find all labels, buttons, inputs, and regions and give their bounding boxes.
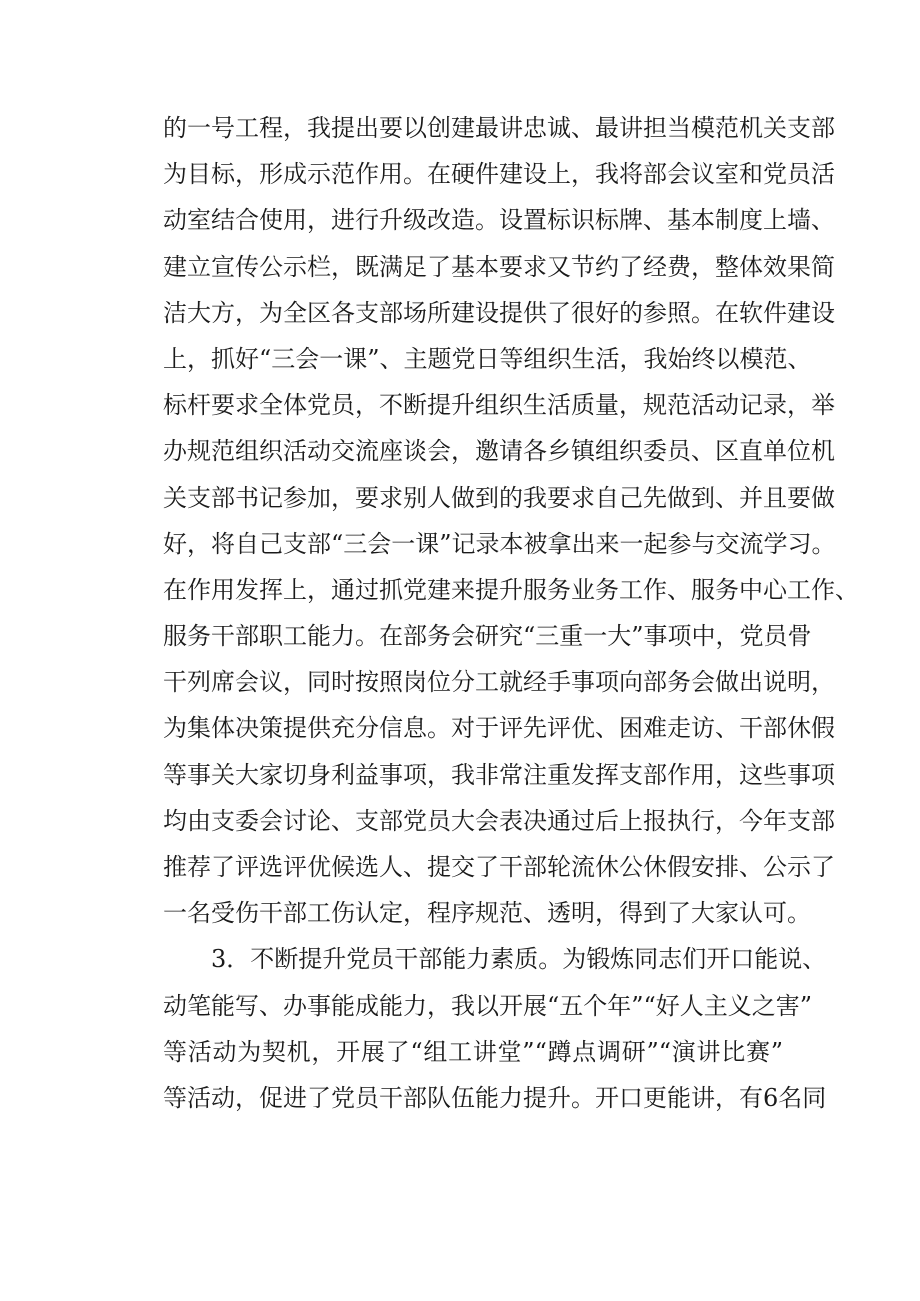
text-line: 为目标，形成示范作用。在硬件建设上，我将部会议室和党员活 bbox=[163, 160, 835, 189]
text-line: 等活动，促进了党员干部队伍能力提升。开口更能讲，有6名同 bbox=[163, 1083, 827, 1112]
body-text bbox=[163, 105, 859, 1121]
text-line: 等事关大家切身利益事项，我非常注重发挥支部作用，这些事项 bbox=[163, 760, 835, 789]
text-line: 一名受伤干部工伤认定，程序规范、透明，得到了大家认可。 bbox=[163, 899, 811, 928]
text-line: 洁大方，为全区各支部场所建设提供了很好的参照。在软件建设 bbox=[163, 298, 835, 327]
text-line: 标杆要求全体党员，不断提升组织生活质量，规范活动记录，举 bbox=[163, 391, 835, 420]
text-line: 好，将自己支部“三会一课”记录本被拿出来一起参与交流学习。 bbox=[163, 529, 836, 558]
text-line: 的一号工程，我提出要以创建最讲忠诚、最讲担当模范机关支部 bbox=[163, 114, 835, 142]
paragraph bbox=[163, 105, 859, 936]
text-line: 办规范组织活动交流座谈会，邀请各乡镇组织委员、区直单位机 bbox=[163, 437, 835, 466]
text-line: 等活动为契机，开展了“组工讲堂”“蹲点调研”“演讲比赛” bbox=[163, 1037, 783, 1066]
text-line: 在作用发挥上，通过抓党建来提升服务业务工作、服务中心工作、 bbox=[163, 575, 859, 604]
text-line: 动笔能写、办事能成能力，我以开展“五个年”“好人主义之害” bbox=[163, 991, 813, 1020]
text-line: 3．不断提升党员干部能力素质。为锻炼同志们开口能说、 bbox=[211, 945, 827, 974]
text-line: 关支部书记参加，要求别人做到的我要求自己先做到、并且要做 bbox=[163, 483, 835, 512]
text-line: 服务干部职工能力。在部务会研究“三重一大”事项中，党员骨 bbox=[163, 622, 812, 651]
text-line: 为集体决策提供充分信息。对于评先评优、困难走访、干部休假 bbox=[163, 714, 835, 743]
text-line: 干列席会议，同时按照岗位分工就经手事项向部务会做出说明， bbox=[163, 668, 835, 697]
text-line: 建立宣传公示栏，既满足了基本要求又节约了经费，整体效果简 bbox=[163, 252, 835, 281]
paragraph bbox=[163, 936, 827, 1121]
text-line: 推荐了评选评优候选人、提交了干部轮流休公休假安排、公示了 bbox=[163, 853, 835, 881]
text-line: 上，抓好“三会一课”、主题党日等组织生活，我始终以模范、 bbox=[163, 344, 812, 373]
text-line: 动室结合使用，进行升级改造。设置标识标牌、基本制度上墙、 bbox=[163, 206, 835, 235]
text-line: 均由支委会讨论、支部党员大会表决通过后上报执行，今年支部 bbox=[163, 806, 835, 835]
